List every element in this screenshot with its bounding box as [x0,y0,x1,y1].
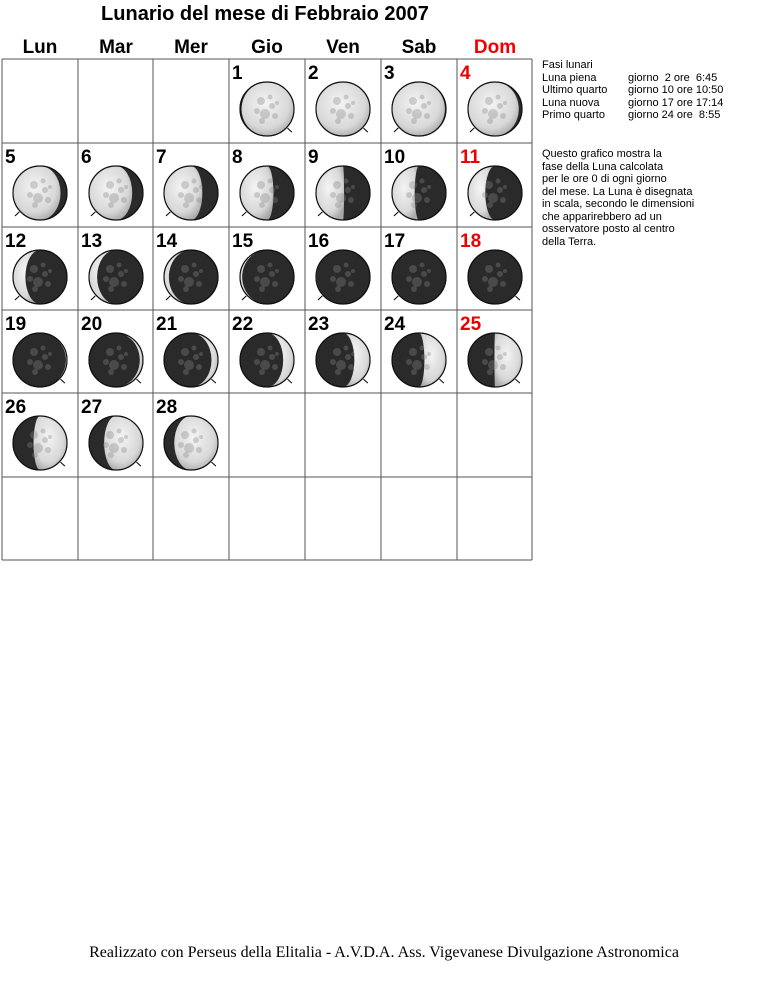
day-number: 24 [384,314,406,335]
weekday-mar: Mar [99,37,133,58]
moon-phase-icon [240,82,294,136]
day-number: 8 [232,147,243,168]
description-text [542,148,742,248]
day-number: 13 [81,231,103,252]
day-number: 9 [308,147,319,168]
day-number: 3 [384,63,395,84]
description-line: che apparirebbero ad un [542,210,662,223]
day-number: 27 [81,397,103,418]
phases-panel [542,59,723,122]
moon-phase-icon [164,250,218,304]
moon-phase-icon [392,166,446,220]
moon-phase-icon [164,333,218,387]
phase-time: giorno 2 ore 6:45 [628,71,718,84]
day-number: 21 [156,314,178,335]
moon-phase-icon [13,166,67,220]
moon-phase-icon [89,333,143,387]
phase-name: Ultimo quarto [542,84,608,96]
phase-name: Luna nuova [542,96,600,109]
moon-phase-icon [240,250,294,304]
description-line: della Terra. [542,235,597,248]
day-number: 23 [308,314,330,335]
description-line: per le ore 0 di ogni giorno [542,173,667,185]
moon-phase-icon [468,82,522,136]
moon-phase-icon [240,333,294,387]
phase-time: giorno 10 ore 10:50 [628,84,724,96]
day-number: 22 [232,314,254,335]
moon-phase-icon [468,166,522,220]
moon-phase-icon [13,333,67,387]
moon-phase-icon [164,416,218,470]
description-line: osservatore posto al centro [542,223,675,235]
calendar-title: Lunario del mese di Febbraio 2007 [101,3,429,25]
day-number: 11 [460,147,481,168]
day-number: 15 [232,231,254,252]
weekday-gio: Gio [251,37,283,58]
moon-phase-icon [13,416,67,470]
day-number: 7 [156,147,167,168]
description-line: Questo grafico mostra la [542,148,662,160]
day-number: 28 [156,397,178,418]
day-number: 4 [460,63,471,84]
weekday-mer: Mer [174,37,208,58]
moon-phase-icon [392,250,446,304]
moon-phase-icon [316,166,370,220]
day-number: 12 [5,231,27,252]
description-line: del mese. La Luna è disegnata [542,185,693,198]
day-number: 6 [81,147,92,168]
phase-list [542,72,723,122]
day-number: 2 [308,63,319,84]
moon-phase-icon [13,250,67,304]
day-number: 1 [232,63,243,84]
phase-row [542,84,723,97]
moon-phase-icon [164,166,218,220]
description-line: fase della Luna calcolata [542,160,664,173]
phases-heading: Fasi lunari [542,59,593,71]
day-number: 10 [384,147,406,168]
moon-phase-icon [89,166,143,220]
moon-phase-icon [316,333,370,387]
day-number: 17 [384,231,406,252]
moon-phase-icon [89,416,143,470]
footer-credit: Realizzato con Perseus della Elitalia - A.V.D.A. Ass. Vigevanese Divulgazione Astronomica [89,944,679,961]
weekday-ven: Ven [326,37,360,58]
phase-name: Primo quarto [542,109,605,121]
moon-phase-icon [316,250,370,304]
weekday-lun: Lun [22,37,58,58]
moon-phase-icon [316,82,370,136]
moon-phase-icon [89,250,143,304]
phase-row [542,97,723,110]
moon-phase-icon [240,166,294,220]
description-line: in scala, secondo le dimensioni [542,198,695,210]
weekday-dom: Dom [473,37,517,58]
moon-phase-icon [392,82,446,136]
day-number: 26 [5,397,27,418]
day-number: 25 [460,314,482,335]
phase-time: giorno 17 ore 17:14 [628,96,724,109]
day-number: 16 [308,231,330,252]
weekday-sab: Sab [401,37,437,58]
day-number: 14 [156,231,178,252]
moon-phase-icon [392,333,446,387]
moon-phase-icon [468,333,522,387]
phase-name: Luna piena [542,71,597,84]
day-number: 20 [81,314,103,335]
phase-row [542,72,723,85]
moon-phase-icon [468,250,522,304]
phase-row [542,109,723,122]
day-number: 19 [5,314,27,335]
day-number: 5 [5,147,16,168]
phase-time: giorno 24 ore 8:55 [628,109,721,121]
day-number: 18 [460,231,482,252]
